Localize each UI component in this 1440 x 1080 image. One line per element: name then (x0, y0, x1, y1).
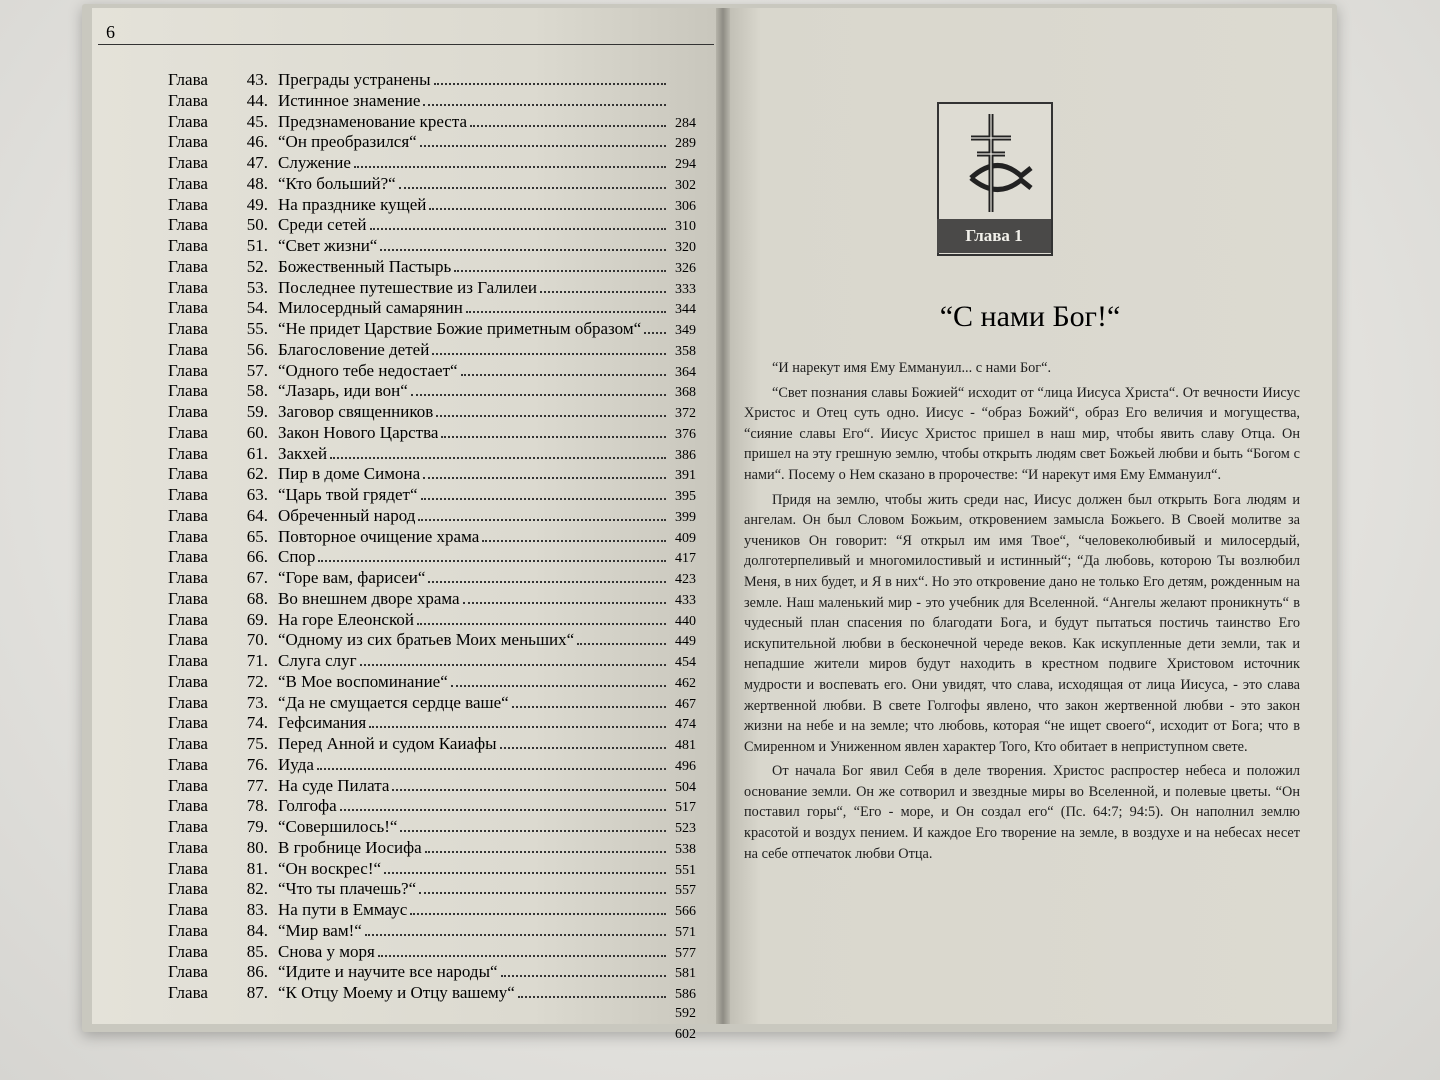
toc-leader (354, 166, 666, 168)
toc-title: Перед Анной и судом Каиафы (278, 734, 497, 753)
toc-title: “Совершилось!“ (278, 817, 398, 836)
toc-title: На пути в Еммаус (278, 900, 408, 919)
toc-leader (318, 560, 666, 562)
toc-chapter-label: Глава 73. (168, 692, 268, 712)
toc-entry (168, 215, 696, 236)
toc-entry (168, 900, 696, 921)
toc-page-number: 376 (675, 426, 696, 442)
toc-leader (425, 851, 666, 853)
toc-leader (518, 996, 666, 998)
toc-entry (168, 589, 696, 610)
toc-leader (399, 187, 666, 189)
toc-page-number: 344 (675, 302, 696, 318)
toc-page-number: 474 (675, 717, 696, 733)
toc-page-number: 395 (675, 489, 696, 504)
toc-chapter-label: Глава 85. (168, 941, 268, 961)
toc-title: “Он преобразился“ (278, 132, 417, 152)
toc-trailing-page: 592 (675, 1005, 696, 1021)
toc-chapter-label: Глава 80. (168, 837, 268, 857)
toc-title: “Одному из сих братьев Моих меньших“ (278, 630, 575, 650)
toc-title: Милосердный самарянин (278, 298, 463, 318)
toc-entry (168, 568, 696, 589)
toc-entry (168, 112, 696, 133)
toc-page-number: 333 (675, 281, 696, 297)
toc-entry (168, 713, 696, 734)
toc-chapter-label: Глава 52. (168, 256, 268, 276)
toc-page-number: 386 (675, 447, 696, 463)
toc-leader (384, 872, 666, 874)
toc-entry (168, 921, 696, 942)
toc-leader (463, 602, 666, 604)
toc-chapter-label: Глава 76. (168, 754, 268, 774)
toc-chapter-label: Глава 54. (168, 298, 268, 318)
toc-page-number: 364 (675, 364, 696, 380)
toc-title: “В Мое воспоминание“ (278, 671, 448, 691)
toc-chapter-label: Глава 61. (168, 443, 268, 463)
toc-leader (410, 913, 666, 915)
toc-page-number: 409 (675, 530, 696, 546)
toc-title: “К Отцу Моему и Отцу вашему“ (278, 983, 515, 1002)
toc-entry (168, 527, 696, 548)
toc-entry (168, 423, 696, 444)
toc-leader (420, 145, 666, 147)
toc-entry (168, 195, 696, 216)
toc-page-number: 523 (675, 821, 696, 836)
toc-leader (317, 768, 666, 770)
toc-page-number: 462 (675, 675, 696, 691)
paragraph: Придя на землю, чтобы жить среди нас, Иисус должен был открыть Бога людям и ангелам. Он был Словом Божьим, откровением замысла Божьего. В Своей молитве за учеников Он говорит: “Я открыл им имя Твое“, “человеколюбивый и милосердый, долготерпеливый и многомилостивый и истинный“; “Да любовь, которою Ты возлюбил Меня, в них будет, и Я в них“. Но это откровение дано не только Его детям, рожденным на земле. Наш маленький мир - это учебник для Вселенной. “Ангелы желают проникнуть“ в чудесный план спасения по благодати Бога, и будут пытаться постичь таинство Его искупительной любви в бесконечной череде веков. Как искупленные дети земли, так и непадшие жители миров будут находить в крестном подвиге Христовом источник мудрости и воспевать его. Они увидят, что слава, исходящая от лица Иисуса, - это слава жертвенной любви. В свете Голгофы явлено, что закон жертвенной любви - это закон жизни на небе и на земле; что любовь, которая “не ищет своего“, исходит от Бога; что в Смиренном и Униженном явлен характер Того, Кто обитает в неприступном свете. (744, 491, 1300, 755)
book-gutter (716, 8, 730, 1024)
toc-leader (470, 125, 666, 127)
toc-leader (423, 477, 666, 479)
toc-page-number: 481 (675, 738, 696, 753)
toc-trailing-page: 602 (675, 1026, 696, 1042)
toc-leader (540, 291, 666, 293)
toc-leader (378, 955, 666, 957)
toc-title: Гефсимания (278, 713, 367, 733)
toc-title: Благословение детей (278, 339, 430, 359)
toc-entry (168, 693, 696, 714)
toc-leader (461, 374, 666, 376)
toc-title: “Да не смущается сердце ваше“ (278, 692, 509, 712)
toc-leader (411, 394, 666, 396)
toc-chapter-label: Глава 57. (168, 360, 268, 380)
paragraph: “И нарекут имя Ему Еммануил... с нами Бог“. (772, 360, 1052, 376)
toc-leader (512, 706, 666, 708)
toc-entry (168, 236, 696, 257)
toc-title: “Кто больший?“ (278, 173, 396, 193)
cross-fish-icon (939, 104, 1051, 222)
toc-entry (168, 402, 696, 423)
toc-title: Среди сетей (278, 215, 367, 235)
toc-chapter-label: Глава 48. (168, 173, 268, 193)
header-rule (98, 44, 714, 45)
body-text (744, 358, 1300, 868)
toc-page-number: 517 (675, 800, 696, 816)
toc-chapter-label: Глава 83. (168, 900, 268, 919)
toc-chapter-label: Глава 75. (168, 734, 268, 753)
toc-page-number: 496 (675, 758, 696, 774)
toc-entry (168, 506, 696, 527)
toc-entry (168, 983, 696, 1004)
toc-chapter-label: Глава 60. (168, 422, 268, 442)
toc-page-number: 417 (675, 551, 696, 567)
chapter-title: “С нами Бог!“ (939, 300, 1121, 333)
toc-entry (168, 174, 696, 195)
toc-leader (340, 809, 666, 811)
toc-title: Истинное знамение (278, 90, 421, 110)
toc-leader (482, 540, 666, 542)
toc-entry (168, 776, 696, 797)
toc-chapter-label: Глава 81. (168, 858, 268, 878)
toc-title: Закхей (278, 443, 328, 463)
toc-chapter-label: Глава 62. (168, 464, 268, 484)
toc-page-number: 310 (675, 219, 696, 235)
toc-leader (380, 249, 666, 251)
toc-chapter-label: Глава 45. (168, 111, 268, 131)
toc-leader (360, 664, 666, 666)
toc-entry (168, 734, 696, 755)
toc-leader (454, 270, 666, 272)
toc-leader (501, 975, 666, 977)
paragraph: От начала Бог явил Себя в деле творения. Христос распростер небеса и положил основание земли. Он же сотворил и звездные миры во Вселенной, и полевые цветы. “Он поставил горы“, “Его - море, и Он создал его“ (Пс. 64:7; 94:5). Он наполнил землю красотой и воздух пением. И каждое Его творение на земле, в воздухе и на небесах несет на себе отпечаток любви Отца. (744, 763, 1300, 862)
toc-chapter-label: Глава 78. (168, 796, 268, 816)
toc-page-number: 433 (675, 592, 696, 608)
toc-entry (168, 361, 696, 382)
toc-page-number: 566 (675, 904, 696, 919)
toc-leader (365, 934, 666, 936)
toc-chapter-label: Глава 71. (168, 651, 268, 670)
toc-chapter-label: Глава 77. (168, 775, 268, 795)
toc-page-number: 557 (675, 883, 696, 899)
toc-chapter-label: Глава 50. (168, 215, 268, 235)
toc-entry (168, 340, 696, 361)
toc-chapter-label: Глава 53. (168, 277, 268, 297)
toc-chapter-label: Глава 63. (168, 485, 268, 504)
toc-entry (168, 298, 696, 319)
toc-leader (423, 104, 666, 106)
toc-page-number: 504 (675, 779, 696, 795)
toc-chapter-label: Глава 47. (168, 153, 268, 172)
toc-title: Служение (278, 153, 351, 172)
toc-title: Преграды устранены (278, 70, 431, 89)
toc-page-number: 326 (675, 260, 696, 276)
toc-leader (418, 519, 666, 521)
toc-entry (168, 464, 696, 485)
toc-page-number: 467 (675, 696, 696, 712)
toc-leader (421, 498, 666, 500)
toc-leader (451, 685, 666, 687)
toc-title: “Свет жизни“ (278, 236, 378, 255)
toc-chapter-label: Глава 74. (168, 713, 268, 733)
toc-chapter-label: Глава 67. (168, 568, 268, 587)
toc-chapter-label: Глава 70. (168, 630, 268, 650)
toc-entry (168, 444, 696, 465)
toc-page-number: 577 (675, 945, 696, 961)
toc-page-number: 302 (675, 177, 696, 193)
toc-leader (428, 581, 666, 583)
toc-page-number: 372 (675, 406, 696, 421)
toc-chapter-label: Глава 87. (168, 983, 268, 1002)
toc-page-number: 391 (675, 468, 696, 484)
toc-chapter-label: Глава 46. (168, 132, 268, 152)
toc-entry (168, 838, 696, 859)
toc-chapter-label: Глава 58. (168, 381, 268, 401)
toc-entry (168, 672, 696, 693)
toc-title: На празднике кущей (278, 194, 427, 214)
toc-title: Голгофа (278, 796, 337, 816)
toc-entry (168, 879, 696, 900)
toc-chapter-label: Глава 72. (168, 671, 268, 691)
toc-title: “Одного тебе недостает“ (278, 360, 458, 380)
toc-chapter-label: Глава 44. (168, 90, 268, 110)
toc-title: Заговор священников (278, 402, 434, 421)
toc-page-number: 538 (675, 841, 696, 857)
toc-title: “Не придет Царствие Божие приметным образом“ (278, 319, 642, 338)
toc-chapter-label: Глава 43. (168, 70, 268, 89)
toc-title: “Мир вам!“ (278, 920, 362, 940)
toc-entry (168, 942, 696, 963)
toc-entry (168, 547, 696, 568)
toc-chapter-label: Глава 68. (168, 588, 268, 608)
toc-title: Иуда (278, 754, 314, 774)
toc-leader (434, 83, 666, 85)
toc-leader (644, 332, 666, 334)
toc-entry (168, 817, 696, 838)
toc-entry (168, 610, 696, 631)
toc-leader (417, 623, 666, 625)
toc-entry (168, 153, 696, 174)
toc-title: Последнее путешествие из Галилеи (278, 277, 538, 297)
toc-entry (168, 278, 696, 299)
toc-title: Обреченный народ (278, 505, 416, 525)
toc-chapter-label: Глава 82. (168, 879, 268, 899)
toc-leader (330, 457, 666, 459)
toc-leader (369, 726, 666, 728)
toc-title: “Лазарь, иди вон“ (278, 381, 408, 401)
chapter-badge: Глава 1 (937, 219, 1051, 253)
toc-entry (168, 859, 696, 880)
toc-page-number: 581 (675, 966, 696, 982)
toc-title: Во внешнем дворе храма (278, 588, 460, 608)
toc-page-number: 440 (675, 613, 696, 629)
toc-chapter-label: Глава 56. (168, 339, 268, 359)
toc-page-number: 294 (675, 157, 696, 172)
toc-chapter-label: Глава 86. (168, 962, 268, 982)
toc-leader (432, 353, 666, 355)
page-number: 6 (106, 22, 115, 42)
toc-page-number: 306 (675, 198, 696, 214)
toc-chapter-label: Глава 55. (168, 319, 268, 338)
toc-page-number: 399 (675, 509, 696, 525)
toc-chapter-label: Глава 84. (168, 920, 268, 940)
toc-page-number: 284 (675, 115, 696, 131)
toc-entry (168, 91, 696, 112)
toc-leader (436, 415, 666, 417)
toc-page-number: 368 (675, 385, 696, 401)
toc-entry (168, 381, 696, 402)
paragraph: “Свет познания славы Божией“ исходит от “лица Иисуса Христа“. От вечности Иисус Христос и Отец суть одно. Иисус - “образ Божий“, образ Его величия и могущества, “сияние славы Его“. Иисус Христос пришел в наш мир, чтобы явить славу Отца. Он пришел на эту грешную землю, чтобы открыть людям свет Божьей любви и быть “Богом с нами“. Посему о Нем сказано в пророчестве: “И нарекут имя Ему Еммануил“. (744, 384, 1300, 483)
toc-chapter-label: Глава 65. (168, 526, 268, 546)
toc-title: Предзнаменование креста (278, 111, 468, 131)
toc-entry (168, 70, 696, 91)
toc-title: На горе Елеонской (278, 609, 414, 629)
toc-leader (500, 747, 666, 749)
toc-title: На суде Пилата (278, 775, 390, 795)
toc-title: “Горе вам, фарисеи“ (278, 568, 426, 587)
toc-leader (429, 208, 666, 210)
toc-title: В гробнице Иосифа (278, 837, 422, 857)
toc-chapter-label: Глава 66. (168, 547, 268, 567)
toc-entry (168, 630, 696, 651)
toc-title: Повторное очищение храма (278, 526, 480, 546)
toc-chapter-label: Глава 59. (168, 402, 268, 421)
toc-title: Слуга слуг (278, 651, 357, 670)
toc-leader (400, 830, 666, 832)
toc-entry (168, 755, 696, 776)
toc-page-number: 349 (675, 323, 696, 338)
toc-entry (168, 962, 696, 983)
toc-title: “Царь твой грядет“ (278, 485, 418, 504)
toc-page-number: 571 (675, 924, 696, 940)
toc-title: “Что ты плачешь?“ (278, 879, 417, 899)
toc-leader (577, 643, 666, 645)
toc-leader (392, 789, 666, 791)
toc-chapter-label: Глава 49. (168, 194, 268, 214)
toc-chapter-label: Глава 64. (168, 505, 268, 525)
toc-page-number: 289 (675, 136, 696, 152)
toc-title: Закон Нового Царства (278, 422, 439, 442)
toc-entry (168, 485, 696, 506)
toc-chapter-label: Глава 69. (168, 609, 268, 629)
toc-leader (466, 311, 666, 313)
toc-leader (370, 228, 666, 230)
toc-page-number: 423 (675, 572, 696, 587)
toc-title: Пир в доме Симона (278, 464, 421, 484)
toc-entry (168, 257, 696, 278)
toc-page-number: 358 (675, 343, 696, 359)
toc-leader (419, 892, 666, 894)
toc-entry (168, 651, 696, 672)
toc-title: Снова у моря (278, 941, 375, 961)
toc-page-number: 551 (675, 862, 696, 878)
toc-title: Спор (278, 547, 316, 567)
toc-chapter-label: Глава 51. (168, 236, 268, 255)
toc-page-number: 454 (675, 655, 696, 670)
toc-entry (168, 319, 696, 340)
toc-entry (168, 796, 696, 817)
toc-page-number: 586 (675, 987, 696, 1002)
toc-page-number: 449 (675, 634, 696, 650)
toc-title: “Он воскрес!“ (278, 858, 382, 878)
toc-page-number: 320 (675, 240, 696, 255)
table-of-contents (168, 70, 696, 1045)
toc-entry (168, 132, 696, 153)
toc-title: “Идите и научите все народы“ (278, 962, 498, 982)
toc-leader (441, 436, 666, 438)
toc-chapter-label: Глава 79. (168, 817, 268, 836)
toc-title: Божественный Пастырь (278, 256, 452, 276)
